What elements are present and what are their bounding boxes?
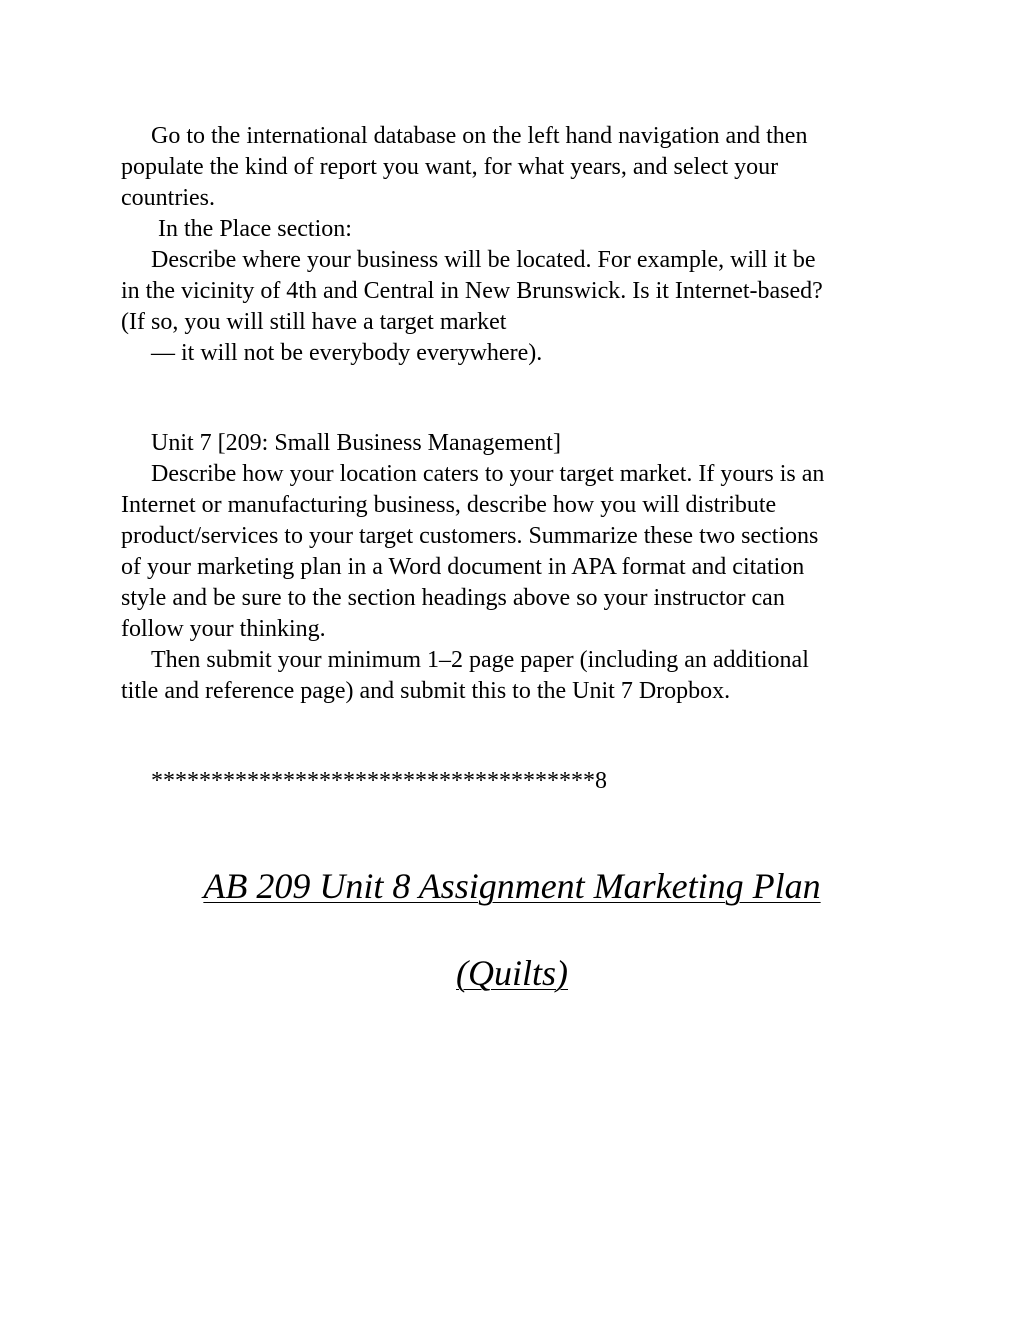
paragraph-line: product/services to your target customers. Summarize these two sections	[121, 523, 819, 549]
paragraph-line: (If so, you will still have a target market	[121, 309, 507, 335]
paragraph-line: Internet or manufacturing business, describe how you will distribute	[121, 492, 777, 518]
unit-label: Unit 7 [209: Small Business Management]	[151, 430, 561, 456]
paragraph-line: — it will not be everybody everywhere).	[151, 340, 543, 366]
paragraph-line: follow your thinking.	[121, 616, 326, 642]
paragraph-line: Go to the international database on the left hand navigation and then	[151, 123, 808, 149]
paragraph-line: style and be sure to the section headings above so your instructor can	[121, 585, 785, 611]
paragraph-line: Describe how your location caters to your target market. If yours is an	[151, 461, 825, 487]
document-subheading: (Quilts)	[456, 953, 568, 993]
section-label: In the Place section:	[158, 216, 352, 242]
paragraph-line: of your marketing plan in a Word document in APA format and citation	[121, 554, 805, 580]
paragraph-line: Then submit your minimum 1–2 page paper (including an additional	[151, 647, 809, 673]
separator-line: *************************************8	[151, 768, 607, 794]
paragraph-line: in the vicinity of 4th and Central in New Brunswick. Is it Internet-based?	[121, 278, 823, 304]
paragraph-line: countries.	[121, 185, 215, 211]
document-heading: AB 209 Unit 8 Assignment Marketing Plan	[203, 866, 821, 906]
paragraph-line: title and reference page) and submit this to the Unit 7 Dropbox.	[121, 678, 731, 704]
paragraph-line: populate the kind of report you want, for what years, and select your	[121, 154, 779, 180]
paragraph-line: Describe where your business will be located. For example, will it be	[151, 247, 816, 273]
